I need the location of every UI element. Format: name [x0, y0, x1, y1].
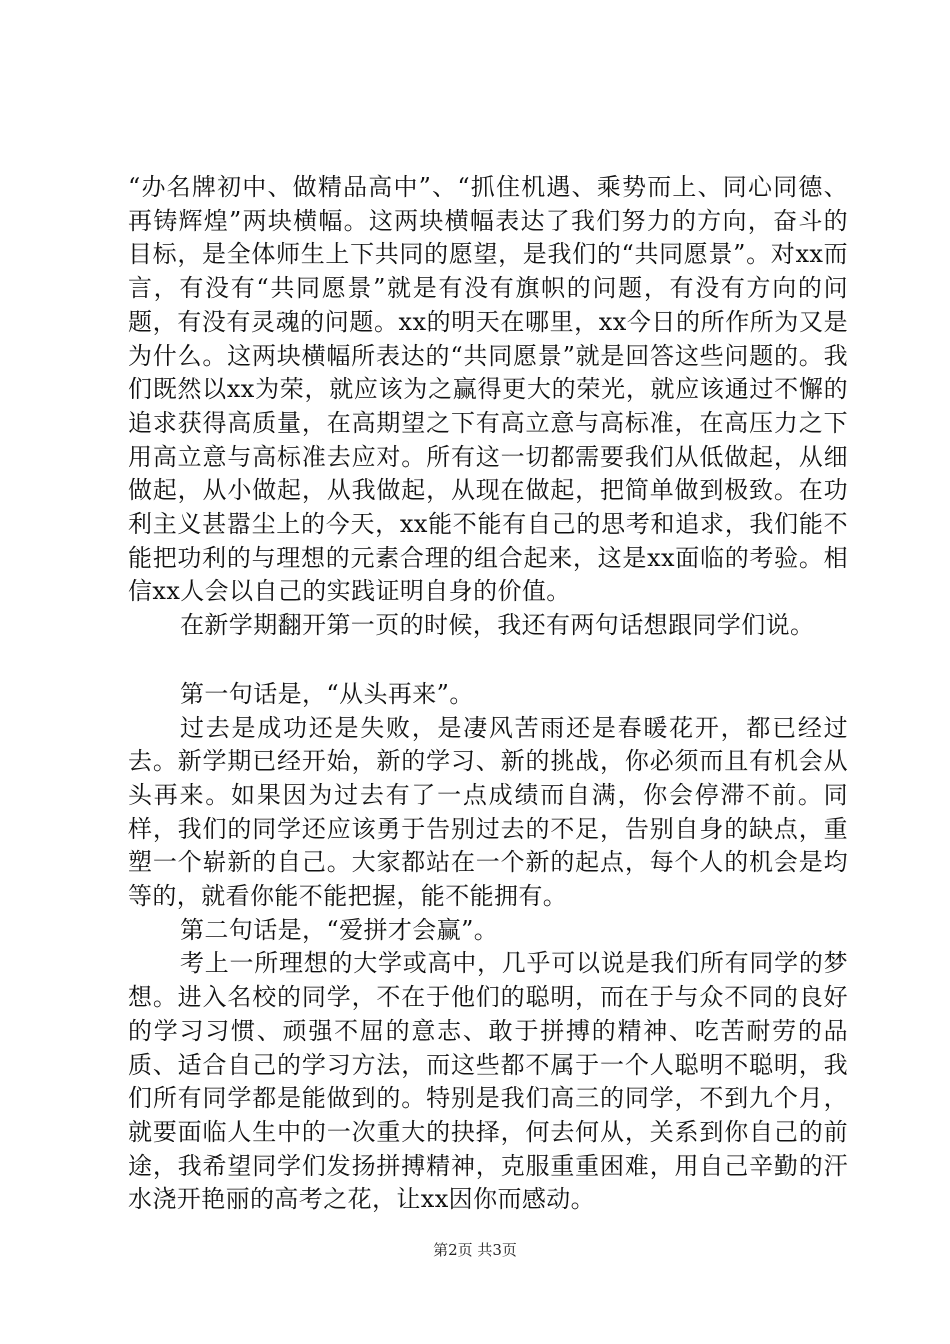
paragraph-vision: “办名牌初中、做精品高中”、“抓住机遇、乘势而上、同心同德、再铸辉煌”两块横幅。这两块横幅表达了我们努力的方向，奋斗的目标，是全体师生上下共同的愿望，是我们的“共同愿景”。对xx而言，有没有“共同愿景”就是有没有旗帜的问题，有没有方向的问题，有没有灵魂的问题。xx的明天在哪里，xx今日的所作所为又是为什么。这两块横幅所表达的“共同愿景”就是回答这些问题的。我们既然以xx为荣，就应该为之赢得更大的荣光，就应该通过不懈的追求获得高质量，在高期望之下有高立意与高标准，在高压力之下用高立意与高标准去应对。所有这一切都需要我们从低做起，从细做起，从小做起，从我做起，从现在做起，把简单做到极致。在功利主义甚嚣尘上的今天，xx能不能有自己的思考和追求，我们能不能把功利的与理想的元素合理的组合起来，这是xx面临的考验。相信xx人会以自己的实践证明自身的价值。 [128, 173, 848, 606]
document-body [128, 171, 848, 1217]
paragraph-start-over: 过去是成功还是失败，是凄风苦雨还是春暖花开，都已经过去。新学期已经开始，新的学习、新的挑战，你必须而且有机会从头再来。如果因为过去有了一点成绩而自满，你会停滞不前。同样，我们的同学还应该勇于告别过去的不足，告别自身的缺点，重塑一个崭新的自己。大家都站在一个新的起点，每个人的机会是均等的，就看你能不能把握，能不能拥有。 [128, 713, 848, 911]
page-footer: 第2页 共3页 [433, 1241, 517, 1259]
paragraph-strive: 考上一所理想的大学或高中，几乎可以说是我们所有同学的梦想。进入名校的同学，不在于他们的聪明，而在于与众不同的良好的学习习惯、顽强不屈的意志、敢于拼搏的精神、吃苦耐劳的品质、适合自己的学习方法，而这些都不属于一个人聪明不聪明，我们所有同学都是能做到的。特别是我们高三的同学，不到九个月，就要面临人生中的一次重大的抉择，何去何从，关系到你自己的前途，我希望同学们发扬拼搏精神，克服重重困难，用自己辛勤的汗水浇开艳丽的高考之花，让xx因你而感动。 [128, 949, 848, 1214]
paragraph-first-heading: 第一句话是，“从头再来”。 [180, 679, 474, 708]
paragraph-intro: 在新学期翻开第一页的时候，我还有两句话想跟同学们说。 [180, 611, 815, 640]
paragraph-second-heading: 第二句话是，“爱拼才会赢”。 [180, 915, 499, 944]
